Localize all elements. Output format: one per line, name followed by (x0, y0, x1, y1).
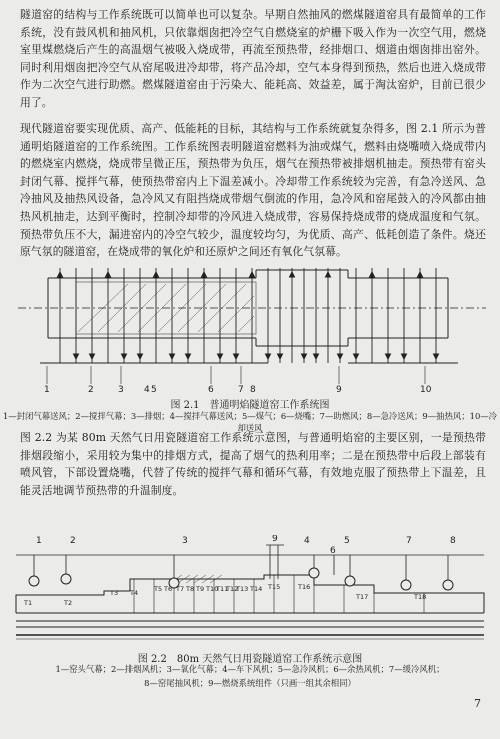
fig1-arrow (302, 354, 307, 359)
fig2-callout-4: 4 (304, 536, 310, 546)
fig1-arrow (250, 272, 255, 277)
fig2-zone-label: T9 (196, 585, 205, 593)
fig2-zone-label: T11 (216, 585, 229, 593)
fig2-callout-1: 1 (36, 536, 42, 546)
fig1-arrow (402, 354, 407, 359)
fig2-zone-label: T18 (414, 593, 427, 601)
fig1-arrow (90, 354, 95, 359)
fig2-zone-label: T1 (24, 599, 33, 607)
fig2-zone-label: T4 (130, 589, 139, 597)
fig1-arrow (314, 354, 319, 359)
fig2-zone-label: T15 (268, 583, 281, 591)
fig2-zone-label: T17 (356, 593, 369, 601)
figure-2-2-legend-line1: 1—窑头气幕；2—排烟风机；3—氧化气幕；4—车下风机；5—急冷风机；6—余热风机；7—缓冷风机； (55, 664, 445, 674)
fig1-arrow (138, 354, 143, 359)
fig2-zone-label: T6 (164, 585, 173, 593)
fig1-arrow (154, 272, 159, 277)
fig2-zone-label: T8 (186, 585, 195, 593)
figure-2-1-caption: 图 2.1 普通明焰隧道窑工作系统图 (170, 400, 330, 411)
fig1-label-3: 3 (118, 385, 124, 395)
fig2-zone-label: T12 (226, 585, 239, 593)
fig1-label-7: 7 (238, 385, 244, 395)
fig2-fan-5 (345, 576, 355, 586)
fig1-label-6: 6 (208, 385, 214, 395)
fig1-arrow (370, 272, 375, 277)
fig1-arrow (326, 272, 331, 277)
fig1-label-8: 8 (250, 385, 256, 395)
fig1-arrow (122, 354, 127, 359)
fig1-arrow (386, 354, 391, 359)
fig2-zone-label: T2 (64, 599, 73, 607)
fig2-zone-label: T16 (298, 583, 311, 591)
fig1-label-5: 5 (151, 385, 157, 395)
fig2-fan-6 (401, 580, 411, 590)
fig2-zone-label: T7 (176, 585, 185, 593)
fig1-arrow (186, 354, 191, 359)
fig2-callout-5: 5 (344, 536, 350, 546)
fig2-zone-label: T13 (236, 585, 249, 593)
fig1-arrow (234, 354, 239, 359)
fig1-label-4: 4 (144, 385, 150, 395)
figure-2-2-caption: 图 2.2 80m 天然气日用瓷隧道窑工作系统示意图 (137, 654, 363, 665)
fig2-fan-1 (29, 576, 39, 586)
fig1-arrow (338, 354, 343, 359)
fig2-fan-7 (443, 580, 453, 590)
fig2-callout-2: 2 (70, 536, 76, 546)
figure-2-2-legend-line2: 8—窑尾抽风机；9—燃烧系统组件（只画一组其余相同） (144, 678, 356, 688)
fig1-arrow (418, 272, 423, 277)
fig2-callout-7: 7 (406, 536, 412, 546)
fig1-arrow (354, 354, 359, 359)
fig2-callout-8: 8 (450, 536, 456, 546)
fig2-callout-3: 3 (182, 536, 188, 546)
paragraph-80m-kiln: 图 2.2 为某 80m 天然气日用瓷隧道窑工作系统示意图，与普通明焰窑的主要区别，一是预热带排烟段缩小，采用较为集中的排烟方式，提高了烟气的热利用率；二是在预热带中后段上部装有喷风管，下部设置烧嘴，代替了传统的搅拌气幕和循环气幕，有效地克服了预热带上下温差，且能灵活地调节预热带的升温制度。 (20, 431, 486, 497)
paragraph-modern-kiln: 现代隧道窑要实现优质、高产、低能耗的目标，其结构与工作系统就复杂得多，图 2.1 所示为普通明焰隧道窑的工作系统图。工作系统图表明隧道窑燃料为油或煤气，燃料由烧嘴喷入烧成带内的燃烧室内燃烧，烧成带呈微正压，预热带为负压，烟气在预热带被排烟机抽走。预热带有窑头封闭气幕、搅拌气幕，使预热带窑内上下温差减小。冷却带工作系统较为完善，有急冷送风、急冷抽风及抽热风设备，急冷风又有阻挡烧成带烟气倒流的作用，急冷风和窑尾鼓入的冷风都由抽热风机抽走，达到平衡时，控制冷却带的冷风进入烧成带，容易保持烧成带的烧成温度和气氛。预热带负压不大，漏进窑内的冷空气较少，温度较均匀，为优质、高产、低耗创造了条件。烧还原气氛的隧道窑，在烧成带的氧化炉和还原炉之间还有氧化气氛幕。 (20, 122, 486, 259)
fig1-arrow (170, 354, 175, 359)
fig1-arrow (266, 354, 271, 359)
fig2-fan-2 (61, 574, 71, 584)
page-number: 7 (474, 697, 481, 710)
figure-2-1-legend: 1—封闭气幕送风；2—搅拌气幕；3—排烟；4—搅拌气幕送风；5—煤气；6—烧嘴；7—助燃风；8—急冷送风；9—抽热风；10—冷却送风 (2, 411, 498, 433)
fig2-zone-label: T5 (154, 585, 163, 593)
fig1-arrow (278, 354, 283, 359)
fig2-fan-4 (309, 568, 319, 578)
fig1-arrow (58, 272, 63, 277)
fig1-label-9: 9 (336, 385, 342, 395)
fig1-arrow (106, 272, 111, 277)
paragraph-intro: 隧道窑的结构与工作系统既可以简单也可以复杂。早期自然抽风的燃煤隧道窑具有最简单的工作系统，没有鼓风机和抽风机，只依靠烟囱把冷空气自燃烧室的炉栅下吸入作为一次空气用，燃烧室里煤燃烧后产生的高温烟气被吸入烧成带，再流至预热带，经排烟口、烟道由烟囱排出窑外。同时利用烟囱把冷空气从窑尾吸进冷却带，将产品冷却，空气本身得到预热，然后也进入烧成带作为二次空气进行助燃。燃煤隧道窑由于污染大、能耗高、效益差，属于淘汰窑炉，目前已很少用了。 (20, 8, 486, 109)
fig1-arrow (218, 354, 223, 359)
fig1-arrow (290, 272, 295, 277)
fig1-label-1: 1 (44, 385, 50, 395)
fig2-zone-label: T14 (250, 585, 263, 593)
fig2-zone-label: T10 (206, 585, 219, 593)
fig1-arrow (202, 272, 207, 277)
fig1-label-2: 2 (88, 385, 94, 395)
fig1-arrow (74, 354, 79, 359)
figure-2-1-diagram (18, 268, 486, 398)
figure-2-2-diagram (14, 535, 486, 650)
fig2-callout-9: 9 (272, 535, 278, 544)
fig1-arrow (434, 354, 439, 359)
fig2-callout-6: 6 (330, 546, 336, 556)
fig1-label-10: 10 (420, 385, 432, 395)
fig2-zone-label: T3 (110, 589, 119, 597)
